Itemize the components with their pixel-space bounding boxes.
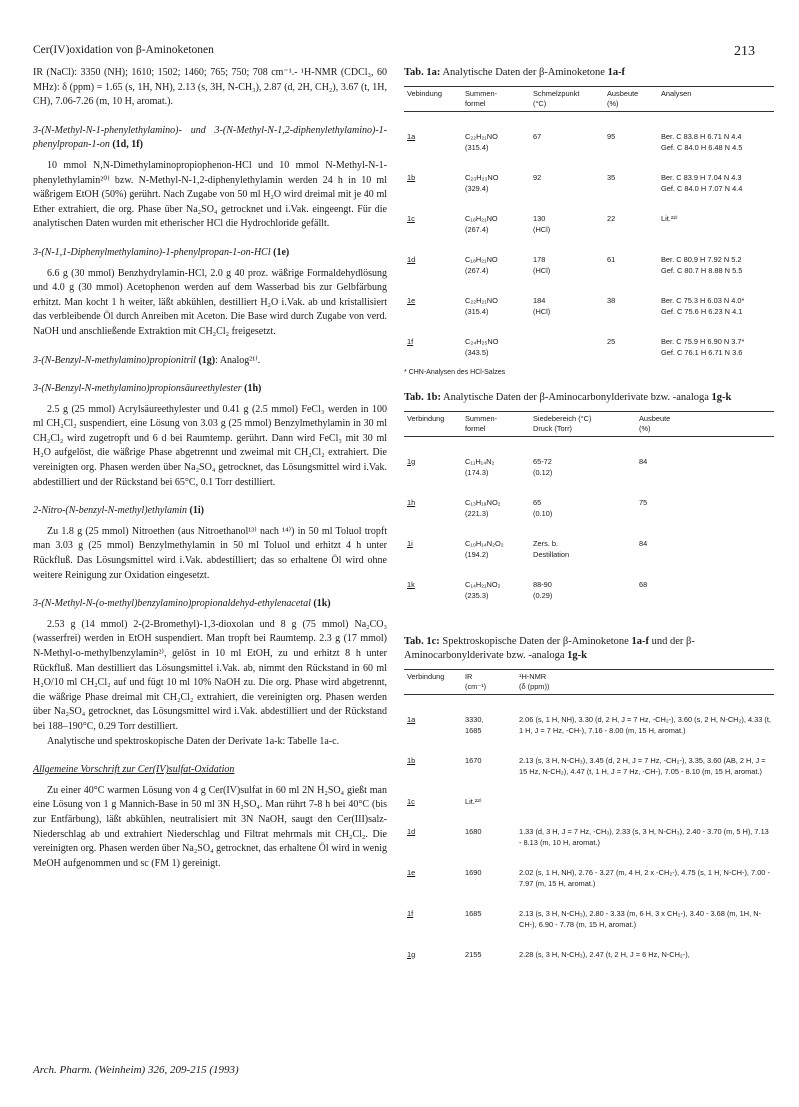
pressure-cell: Destillation xyxy=(533,549,570,559)
melting-point-note xyxy=(530,183,604,194)
ir-cell: 3330, 1685 xyxy=(465,714,484,735)
formula-cell: C₁₈H₂₁NO xyxy=(465,214,498,223)
compound-id: 1c xyxy=(407,214,415,223)
table-row xyxy=(404,172,774,183)
compound-id: 1g xyxy=(407,456,416,466)
melting-point-note xyxy=(530,142,604,153)
table-header: Summen- formel xyxy=(465,413,498,433)
table-row xyxy=(404,867,774,889)
compound-id: 1a xyxy=(407,132,416,141)
analysis-cell: Gef. C 84.0 H 6.48 N 4.5 xyxy=(661,143,743,152)
table-header: Summen- formel xyxy=(465,89,498,108)
formula-cell: C₂₃H₂₃NO xyxy=(465,173,499,182)
melting-point-note: (HCl) xyxy=(533,266,551,275)
yield-cell: 68 xyxy=(639,579,648,589)
formula-cell: C₁₈H₂₁NO xyxy=(465,255,498,264)
molweight-cell: (235.3) xyxy=(465,590,489,600)
boiling-range-cell: 88-90 xyxy=(533,579,552,589)
table-row xyxy=(404,579,774,590)
formula-cell: C₂₄H₂₅NO xyxy=(465,337,499,346)
compound-id: 1b xyxy=(407,755,416,765)
table-row xyxy=(404,467,774,478)
table-1a-caption: Tab. 1a: Analytische Daten der β-Aminoketone 1a-f xyxy=(404,67,626,78)
compound-id: 1k xyxy=(407,579,415,589)
journal-footer: Arch. Pharm. (Weinheim) 326, 209-215 (1993) xyxy=(33,1064,239,1076)
section-text: Analytische und spektroskopische Daten der Derivate 1a-k: Tabelle 1a-c. xyxy=(47,735,340,747)
table-row xyxy=(404,508,774,519)
molweight-cell: (329.4) xyxy=(465,184,489,193)
table-1c-caption: Tab. 1c: Spektroskopische Daten der β-Aminoketone 1a-f und der β-Aminocarbonylderivate bzw. -analoga 1g-k xyxy=(404,635,695,661)
nmr-cell: 2.13 (s, 3 H, N-CH₃), 3.45 (d, 2 H, J = 7 Hz, -CH₂-), 3.35, 3.60 (AB, 2 H, J = 15 Hz, N-CH₂), 4.47 (t, 1 H, J = 7 Hz, -CH-), 7.05 - 8.10 (m, 15 H, aromat.) xyxy=(519,755,766,776)
analysis-cell: Gef. C 75.6 H 6.23 N 4.1 xyxy=(661,307,743,316)
table-header: Verbindung xyxy=(407,413,445,423)
yield-cell: 95 xyxy=(607,132,616,141)
melting-point-note: (HCl) xyxy=(533,307,551,316)
compound-id: 1h xyxy=(407,497,416,507)
table-row xyxy=(404,224,774,235)
section-heading: 3-(N-Methyl-N-1-phenylethylamino)- und 3-(N-Methyl-N-1,2-diphenylethylamino)-1-phenylpropan-1-on (1d, 1f) xyxy=(33,124,387,151)
melting-point-cell: 67 xyxy=(533,132,542,141)
section-text: 2.53 g (14 mmol) 2-(2-Bromethyl)-1,3-dioxolan und 8 g (75 mmol) Na₂CO₃ (wasserfrei) werden in EtOH suspendiert. Man tropft bei Raumtemp. 2.3 g (17 mmol) N-Methyl-o-methylbenzylamin²⁾, gelöst in 10 ml EtOH, zu und erhitzt 8 h unter Rückfluß. Man destilliert das Lösungsmittel i.Vak. ab, nimmt den Rückstand in 60 ml H₂O/10 ml CH₂Cl₂ auf und fügt 10 ml 10% NaOH zu. Die org. Phase wird abgetrennt, die wäßrige Phase dreimal mit CH₂Cl₂ extrahiert, die vereinigten org. Phasen werden über Na₂SO₄ getrocknet, das Lösungsmittel wird i.Vak. abdestilliert und der Rückstand bei 188–190°C, 0.29 Torr destilliert. xyxy=(33,618,387,732)
yield-cell: 22 xyxy=(607,214,616,223)
nmr-cell: 2.13 (s, 3 H, N-CH₃), 2.80 - 3.33 (m, 6 H, 3 x CH₂-), 3.40 - 3.68 (m, 1H, N-CH-), 6.90 - 7.78 (m, 15 H, aromat.) xyxy=(519,908,762,929)
compound-id: 1f xyxy=(407,337,414,346)
formula-cell: C₂₂H₂₁NO xyxy=(465,296,498,305)
section-text: Zu 1.8 g (25 mmol) Nitroethen (aus Nitroethanol¹³⁾ nach ¹⁴⁾) in 50 ml Toluol tropft man 3.03 g (25 mmol) Benzylmethylamin in 50 ml Toluol und erhitzt 4 h unter Rückfluß. Das Lösungsmittel wird i.Vak. abdestilliert; das so erhaltene Öl wird ohne weitere Reinigung zur Oxidation eingesetzt. xyxy=(33,525,387,581)
section-heading: 3-(N-Benzyl-N-methylamino)propionitril (1g): Analog²¹⁾. xyxy=(33,354,261,366)
table-1c xyxy=(404,669,774,960)
table-header: Analysen xyxy=(661,89,692,98)
boiling-range-cell: Zers. b. xyxy=(533,538,559,548)
table-row xyxy=(404,306,774,317)
table-1b xyxy=(404,411,774,601)
ir-cell: 1670 xyxy=(465,755,482,765)
left-column xyxy=(33,66,387,877)
table-row xyxy=(404,131,774,142)
pressure-cell: (0.12) xyxy=(533,467,553,477)
analysis-cell: Ber. C 75.3 H 6.03 N 4.0* xyxy=(661,296,745,305)
compound-id: 1e xyxy=(407,867,416,877)
yield-cell: 35 xyxy=(607,173,616,182)
molweight-cell: (267.4) xyxy=(465,266,489,275)
right-column xyxy=(404,66,774,960)
table-row xyxy=(404,347,774,358)
yield-cell: 84 xyxy=(639,456,648,466)
nmr-cell: 1.33 (d, 3 H, J = 7 Hz, -CH₃), 2.33 (s, 3 H, N-CH₃), 2.40 - 3.70 (m, 5 H), 7.13 - 8.13 (m, 10 H, aromat.) xyxy=(519,826,769,847)
molweight-cell: (174.3) xyxy=(465,467,489,477)
analysis-cell: Ber. C 80.9 H 7.92 N 5.2 xyxy=(661,255,742,264)
section-heading: 3-(N-Methyl-N-(o-methyl)benzylamino)propionaldehyd-ethylenacetal (1k) xyxy=(33,598,331,610)
table-row xyxy=(404,183,774,194)
table-row xyxy=(404,755,774,777)
table-row xyxy=(404,549,774,560)
melting-point-cell: 92 xyxy=(533,173,542,182)
molweight-cell: (221.3) xyxy=(465,508,489,518)
table-row xyxy=(404,254,774,265)
analysis-cell: Gef. C 76.1 H 6.71 N 3.6 xyxy=(661,348,743,357)
table-row xyxy=(404,714,774,736)
molweight-cell: (194.2) xyxy=(465,549,489,559)
compound-id: 1c xyxy=(407,796,415,806)
pressure-cell: (0.29) xyxy=(533,590,553,600)
compound-id: 1d xyxy=(407,826,416,836)
yield-cell: 25 xyxy=(607,337,616,346)
ir-cell: 2155 xyxy=(465,949,482,959)
section-heading: 3-(N-1,1-Diphenylmethylamino)-1-phenylpropan-1-on-HCl (1e) xyxy=(33,246,290,258)
formula-cell: C₁₃H₁₉NO₂ xyxy=(465,497,501,507)
ir-cell: 1690 xyxy=(465,867,482,877)
analysis-cell: Ber. C 83.9 H 7.04 N 4.3 xyxy=(661,173,742,182)
nmr-cell xyxy=(516,796,774,807)
table-row xyxy=(404,336,774,347)
intro-paragraph: IR (NaCl): 3350 (NH); 1610; 1502; 1460; 765; 750; 708 cm⁻¹.- ¹H-NMR (CDCl₃, 60 MHz): δ (ppm) = 1.65 (s, 1H, NH), 2.13 (s, 3H, N-CH₃), 2.87 (d, 2H, CH₂), 3.67 (t, 1H, CH), 7.06-7.26 (m, 10 H, aromat.). xyxy=(33,67,387,108)
formula-cell: C₁₄H₂₁NO₂ xyxy=(465,579,501,589)
melting-point-cell: 184 xyxy=(533,296,546,305)
section-text: 2.5 g (25 mmol) Acrylsäureethylester und 0.41 g (2.5 mmol) FeCl₃ werden in 100 ml CH₂Cl₂ suspendiert, eine Lösung von 3.03 g (25 mmol) Benzylmethylamin in 30 ml CH₂Cl₂ wird zugetropft und 6 d bei Raumtemp. gerührt. Dann wird FeCl₃ mit 30 ml H₂O aufgelöst, die wäßrige Phase abgetrennt und zweimal mit CH₂Cl₂ extrahiert. Die vereinigten org. Phasen werden über Na₂SO₄ getrocknet, das Lösungsmittel wird i.Vak. abdestilliert und der Rückstand bei 65°C, 0.1 Torr destilliert. xyxy=(33,403,387,488)
table-header: IR (cm⁻¹) xyxy=(465,671,487,691)
yield-cell: 84 xyxy=(639,538,648,548)
melting-point-cell: 178 xyxy=(533,255,546,264)
table-1b-caption: Tab. 1b: Analytische Daten der β-Aminocarbonylderivate bzw. -analoga 1g-k xyxy=(404,391,732,403)
molweight-cell: (315.4) xyxy=(465,307,489,316)
section-text: 6.6 g (30 mmol) Benzhydrylamin-HCl, 2.0 g 40 proz. wäßrige Formaldehydlösung und 4.0 g (30 mmol) Acetophenon werden auf dem Wasserbad bis zur Gelbfärbung erhitzt. Man kocht 1 h weiter, läßt abkühlen, destilliert H₂O i.Vak. ab und kristallisiert das verbleibende Öl durch Anreiben mit Aceton. Die Base wird durch Zugabe von verd. NaOH und anschließende Extraktion mit CH₂Cl₂ freigesetzt. xyxy=(33,267,387,337)
table-header: Siedebereich (°C) Druck (Torr) xyxy=(533,413,592,433)
yield-cell: 75 xyxy=(639,497,648,507)
table-row xyxy=(404,456,774,467)
compound-id: 1d xyxy=(407,255,416,264)
section-heading: Allgemeine Vorschrift zur Cer(IV)sulfat-Oxidation xyxy=(33,764,235,776)
table-row xyxy=(404,497,774,508)
melting-point-cell xyxy=(530,336,604,347)
melting-point-cell: 130 xyxy=(533,214,546,223)
molweight-cell: (315.4) xyxy=(465,143,489,152)
table-row xyxy=(404,826,774,848)
ir-cell: 1680 xyxy=(465,826,482,836)
table-row xyxy=(404,908,774,930)
nmr-cell: 2.02 (s, 1 H, NH), 2.76 - 3.27 (m, 4 H, 2 x -CH₂-), 4.75 (s, 1 H, N-CH-), 7.00 - 7.97 (m, 15 H, aromat.) xyxy=(519,867,770,888)
molweight-cell: (343.5) xyxy=(465,348,489,357)
yield-cell: 61 xyxy=(607,255,616,264)
analysis-cell: Ber. C 83.8 H 6.71 N 4.4 xyxy=(661,132,742,141)
compound-id: 1b xyxy=(407,173,416,182)
page-number: 213 xyxy=(734,44,755,59)
section-text: Zu einer 40°C warmen Lösung von 4 g Cer(IV)sulfat in 60 ml 2N H₂SO₄ gießt man eine Lösung von 1 g Mannich-Base in 50 ml 3N H₂SO₄. Man rührt 7-8 h bei 40°C (bis zur Entfärbung), läßt abkühlen, neutralisiert mit 3N NaOH, saugt den Cer(III)salz-Niederschlag ab und extrahiert Niederschlag und Filtrat mehrmals mit CH₂Cl₂. Die vereinigten org. Phasen werden über Na₂SO₄ getrocknet, das erhaltene Öl wird in wenig MeOH aufgenommen und sc (FM 1) gereinigt. xyxy=(33,784,387,869)
table-header: Ausbeute (%) xyxy=(607,89,639,108)
compound-id: 1f xyxy=(407,908,414,918)
table-1a-footnote: * CHN-Analysen des HCl-Salzes xyxy=(404,369,506,376)
table-row xyxy=(404,949,774,960)
analysis-cell: Gef. C 84.0 H 7.07 N 4.4 xyxy=(661,184,743,193)
section-heading: 2-Nitro-(N-benzyl-N-methyl)ethylamin (1i) xyxy=(33,505,204,517)
table-row xyxy=(404,590,774,601)
section-heading: 3-(N-Benzyl-N-methylamino)propionsäureethylester (1h) xyxy=(33,383,262,395)
molweight-cell: (267.4) xyxy=(465,225,489,234)
boiling-range-cell: 65-72 xyxy=(533,456,552,466)
compound-id: 1g xyxy=(407,949,416,959)
compound-id: 1i xyxy=(407,538,413,548)
melting-point-note xyxy=(530,347,604,358)
nmr-cell: 2.28 (s, 3 H, N-CH₃), 2.47 (t, 2 H, J = 6 Hz, N-CH₂-), xyxy=(519,949,690,959)
pressure-cell: (0.10) xyxy=(533,508,553,518)
compound-id: 1e xyxy=(407,296,416,305)
table-row xyxy=(404,295,774,306)
table-header: ¹H-NMR (δ (ppm)) xyxy=(519,671,550,691)
table-row xyxy=(404,213,774,224)
formula-cell: C₁₀H₁₄N₂O₂ xyxy=(465,538,504,548)
yield-cell: 38 xyxy=(607,296,616,305)
ir-cell: 1685 xyxy=(465,908,482,918)
table-header: Ausbeute (%) xyxy=(639,413,671,433)
table-row xyxy=(404,142,774,153)
analysis-cell: Gef. C 80.7 H 8.88 N 5.5 xyxy=(661,266,743,275)
section-text: 10 mmol N,N-Dimethylaminopropiophenon-HCl und 10 mmol N-Methyl-N-1-phenylethylamin²⁰⁾ bzw. N-Methyl-N-1,2-diphenylethylamin werden 24 h in 10 ml wäßrigem EtOH (50%) gerührt. Nach Zugabe von 50 ml H₂O wird dreimal mit je 40 ml Ether extrahiert, die org. Phase über Na₂SO₄ getrocknet und i.Vak. eingeengt. Für die analytischen Daten wurden mit etherischer HCl die Hydrochloride gefällt. xyxy=(33,159,387,230)
table-row xyxy=(404,538,774,549)
formula-cell: C₁₁H₁₄N₂ xyxy=(465,456,495,466)
table-header: Verbindung xyxy=(407,671,445,681)
formula-cell: C₂₂H₂₁NO xyxy=(465,132,498,141)
analysis-cell: Ber. C 75.9 H 6.90 N 3.7* xyxy=(661,337,745,346)
running-header: Cer(IV)oxidation von β-Aminoketonen xyxy=(33,44,214,56)
analysis-cell xyxy=(658,224,774,235)
table-header: Vebindung xyxy=(407,89,442,98)
table-1a xyxy=(404,86,774,358)
boiling-range-cell: 65 xyxy=(533,497,542,507)
table-row xyxy=(404,265,774,276)
melting-point-note: (HCl) xyxy=(533,225,551,234)
nmr-cell: 2.06 (s, 1 H, NH), 3.30 (d, 2 H, J = 7 Hz, -CH₂-), 3.60 (s, 2 H, N-CH₂), 4.33 (t, 1 H, J = 7 Hz, -CH-), 7.16 - 8.00 (m, 15 H, aromat.) xyxy=(519,714,771,735)
table-header: Schmelzpunkt (°C) xyxy=(533,89,580,108)
ir-cell: Lit.²²⁾ xyxy=(465,796,482,806)
table-row xyxy=(404,796,774,807)
compound-id: 1a xyxy=(407,714,416,724)
analysis-cell: Lit.²²⁾ xyxy=(661,214,678,223)
